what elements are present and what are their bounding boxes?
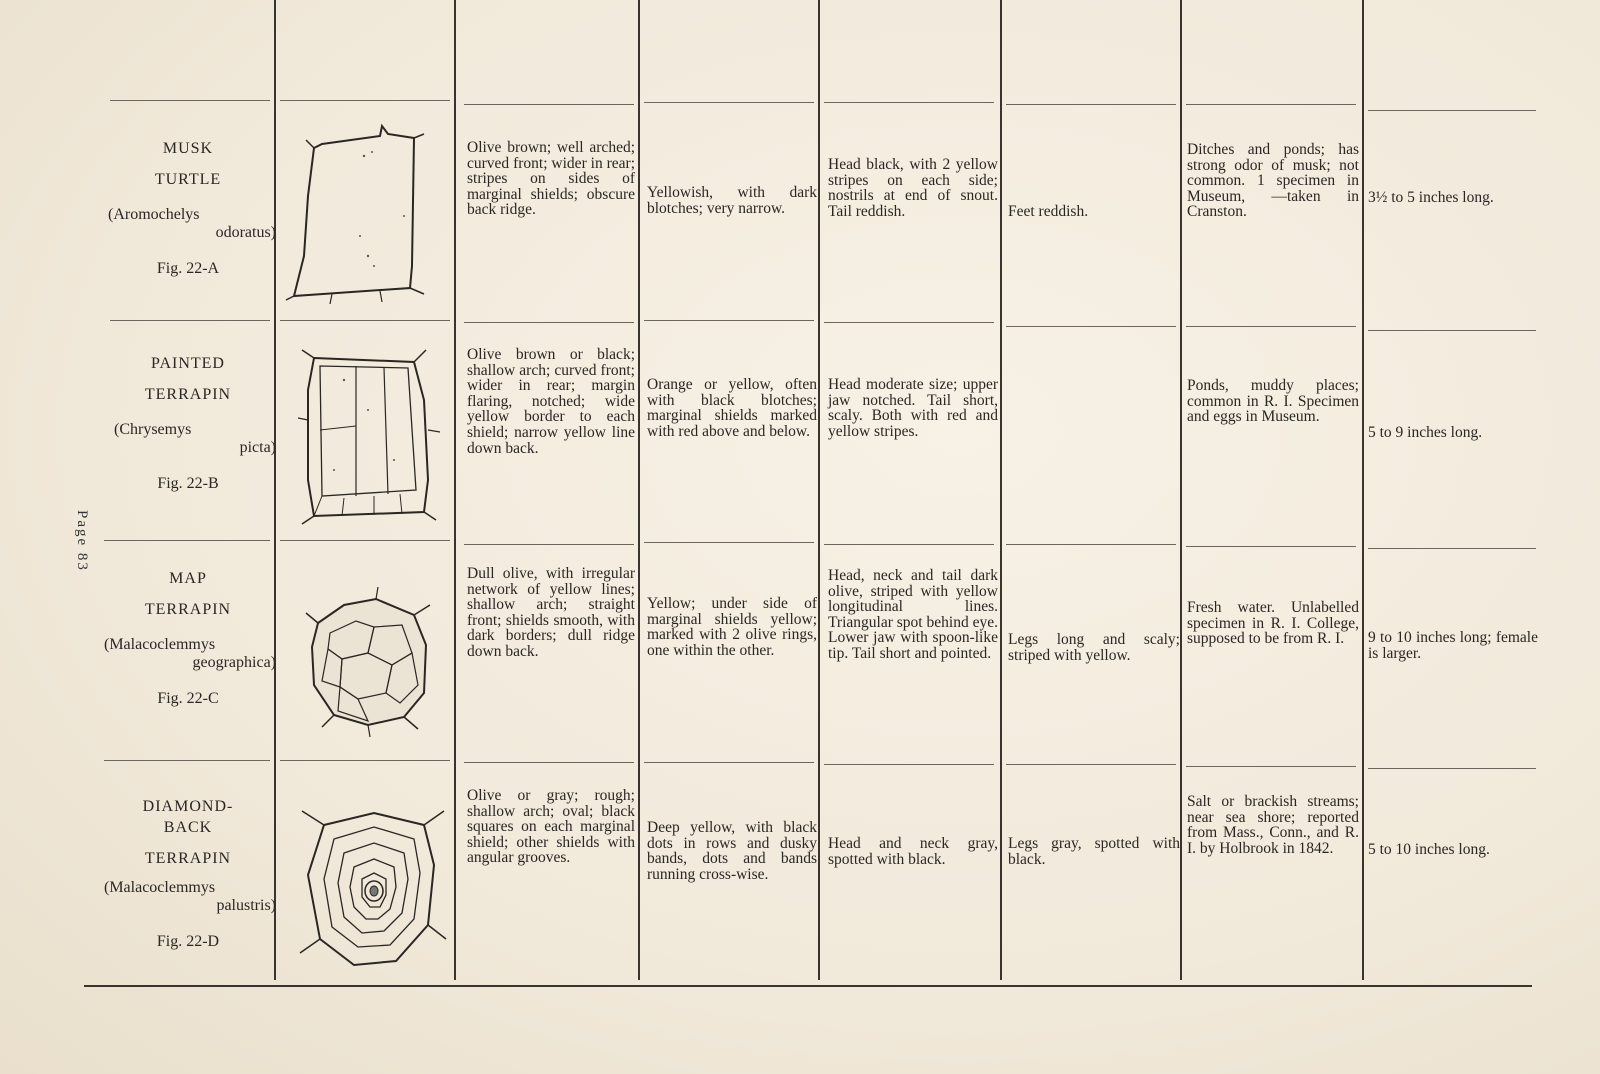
other-marks-description: Legs long and scaly; striped with yellow. bbox=[1008, 631, 1180, 664]
scientific-name: (Malacoclemmys geographica) bbox=[104, 636, 276, 671]
size-description: 3½ to 5 inches long. bbox=[1368, 189, 1494, 206]
scientific-name: (Malacoclemmys palustris) bbox=[104, 879, 276, 914]
column-rule bbox=[818, 0, 820, 980]
turtle-name-cell bbox=[100, 568, 276, 709]
common-name-line: TERRAPIN bbox=[144, 386, 232, 403]
bottom-rule bbox=[84, 985, 1532, 987]
common-name-line: MAP bbox=[169, 570, 207, 587]
column-rule bbox=[1362, 0, 1364, 980]
head-tail-description: Head black, with 2 yellow stripes on each side; nostrils at end of snout. Tail reddish. bbox=[828, 156, 998, 220]
figure-label: Fig. 22-B bbox=[157, 475, 219, 492]
habitat-description: Fresh water. Unlabelled specimen in R. I. College, supposed to be from R. I. bbox=[1187, 599, 1359, 648]
carapace-description: Dull olive, with irregular network of yellow lines; shallow arch; straight front; shields smooth, with dark borders; dull ridge down back. bbox=[467, 565, 635, 660]
other-marks-description: Legs gray, spotted with black. bbox=[1008, 835, 1180, 868]
plastron-description: Deep yellow, with black dots in rows and dusky bands, dots and bands running cross-wise. bbox=[647, 819, 817, 883]
common-name-line: TERRAPIN bbox=[144, 601, 232, 618]
habitat-description: Ponds, muddy places; common in R. I. Specimen and eggs in Museum. bbox=[1187, 377, 1359, 426]
diamondback-terrapin-carapace-drawing-icon bbox=[284, 795, 456, 985]
painted-terrapin-carapace-drawing-icon bbox=[284, 340, 456, 530]
turtle-name-cell bbox=[100, 353, 276, 494]
plastron-description: Yellow; under side of marginal shields yellow; marked with 2 olive rings, one within the other. bbox=[647, 595, 817, 659]
column-rule bbox=[1000, 0, 1002, 980]
common-name-line: TURTLE bbox=[154, 171, 222, 188]
carapace-description: Olive or gray; rough; shallow arch; oval; black squares on each marginal shield; other shields with angular grooves. bbox=[467, 787, 635, 867]
common-name-line: TERRAPIN bbox=[144, 850, 232, 867]
head-tail-description: Head and neck gray, spotted with black. bbox=[828, 835, 998, 868]
size-description: 5 to 9 inches long. bbox=[1368, 424, 1483, 441]
column-rule bbox=[1180, 0, 1182, 980]
figure-label: Fig. 22-C bbox=[157, 690, 219, 707]
other-marks-description: Feet reddish. bbox=[1008, 203, 1089, 220]
scientific-name: (Chrysemys picta) bbox=[114, 421, 276, 456]
carapace-description: Olive brown or black; shallow arch; curved front; wider in rear; margin flaring, notched; wide yellow border to each shield; narrow yellow line down back. bbox=[467, 346, 635, 457]
habitat-description: Salt or brackish streams; near sea shore; reported from Mass., Conn., and R. I. by Holbrook in 1842. bbox=[1187, 793, 1359, 857]
plastron-description: Yellowish, with dark blotches; very narrow. bbox=[647, 184, 817, 217]
common-name-line: MUSK bbox=[162, 140, 214, 157]
common-name-line: DIAMOND- bbox=[142, 798, 234, 815]
figure-label: Fig. 22-D bbox=[156, 933, 220, 950]
turtle-name-cell bbox=[100, 796, 276, 952]
common-name-line: PAINTED bbox=[151, 355, 225, 372]
size-description: 9 to 10 inches long; female is larger. bbox=[1368, 629, 1538, 662]
map-terrapin-carapace-drawing-icon bbox=[284, 575, 456, 765]
carapace-description: Olive brown; well arched; curved front; wider in rear; stripes on sides of marginal shields; obscure back ridge. bbox=[467, 139, 635, 219]
head-tail-description: Head, neck and tail dark olive, striped with yellow longitudinal lines. Triangular spot behind eye. Lower jaw with spoon-like tip. Tail short and pointed. bbox=[828, 567, 998, 662]
habitat-description: Ditches and ponds; has strong odor of musk; not common. 1 specimen in Museum, —taken in Cranston. bbox=[1187, 141, 1359, 221]
figure-label: Fig. 22-A bbox=[156, 260, 220, 277]
column-rule bbox=[638, 0, 640, 980]
common-name-line: BACK bbox=[163, 819, 213, 836]
size-description: 5 to 10 inches long. bbox=[1368, 841, 1490, 858]
turtle-name-cell bbox=[100, 138, 276, 279]
head-tail-description: Head moderate size; upper jaw notched. Tail short, scaly. Both with red and yellow stripes. bbox=[828, 376, 998, 440]
page-number: Page 83 bbox=[74, 510, 90, 572]
plastron-description: Orange or yellow, often with black blotches; marginal shields marked with red above and below. bbox=[647, 376, 817, 440]
musk-turtle-carapace-drawing-icon bbox=[284, 116, 456, 306]
scientific-name: (Aromochelys odoratus) bbox=[108, 206, 276, 241]
